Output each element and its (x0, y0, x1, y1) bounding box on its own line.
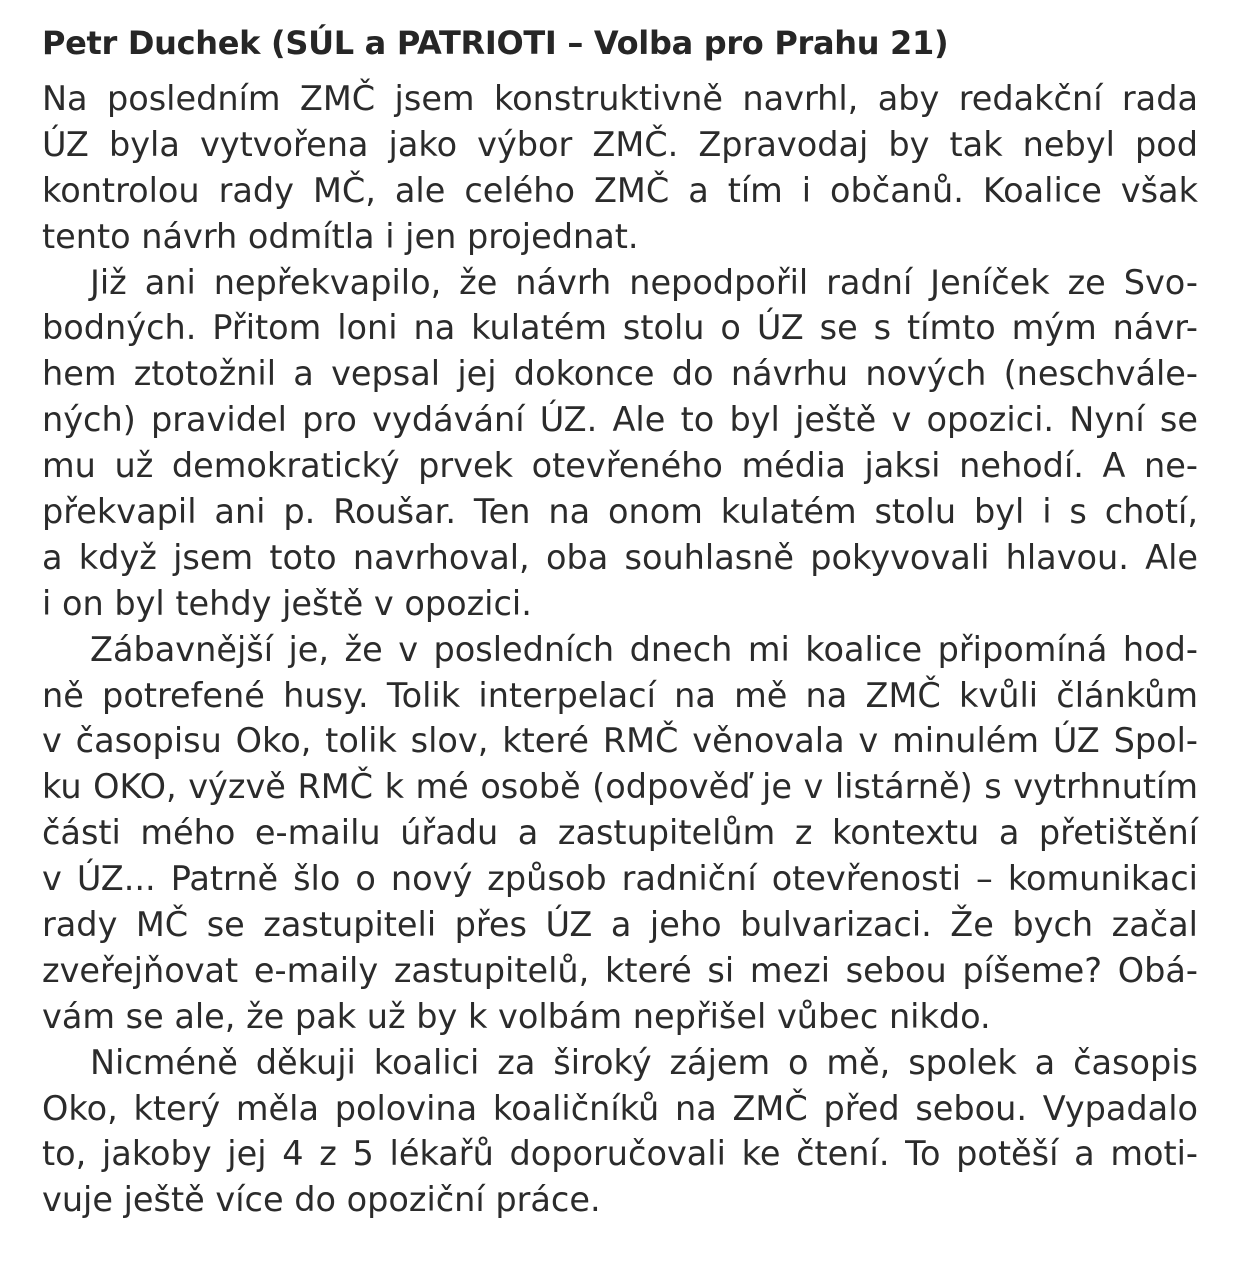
text-line: ně potrefené husy. Tolik interpelací na mě na ZMČ kvůli článkům (42, 675, 1198, 715)
text-line: to, jakoby jej 4 z 5 lékařů doporučovali ke čtení. To potěší a moti- (42, 1134, 1198, 1174)
article-title: Petr Duchek (SÚL a PATRIOTI – Volba pro Prahu 21) (42, 24, 949, 62)
text-line: Nicméně děkuji koalici za široký zájem o mě, spolek a časopis (90, 1042, 1198, 1082)
text-line: ných) pravidel pro vydávání ÚZ. Ale to byl ještě v opozici. Nyní se (42, 400, 1198, 440)
paragraph (42, 627, 1198, 1040)
text-line: hem ztotožnil a vepsal jej dokonce do návrhu nových (neschvále- (42, 354, 1198, 394)
text-line: překvapil ani p. Roušar. Ten na onom kulatém stolu byl i s chotí, (42, 492, 1198, 532)
text-line: v časopisu Oko, tolik slov, které RMČ věnovala v minulém ÚZ Spol- (42, 721, 1198, 761)
text-line: kontrolou rady MČ, ale celého ZMČ a tím i občanů. Koalice však (42, 170, 1198, 210)
text-line: ÚZ byla vytvořena jako výbor ZMČ. Zpravodaj by tak nebyl pod (42, 124, 1198, 164)
text-line: Již ani nepřekvapilo, že návrh nepodpořil radní Jeníček ze Svo- (90, 262, 1198, 302)
paragraph (42, 1040, 1198, 1224)
text-line: a když jsem toto navrhoval, oba souhlasně pokyvovali hlavou. Ale (42, 537, 1198, 577)
text-line: Na posledním ZMČ jsem konstruktivně navrhl, aby redakční rada (42, 79, 1198, 118)
text-line: části mého e-mailu úřadu a zastupitelům z kontextu a přetištění (42, 813, 1198, 853)
text-line: bodných. Přitom loni na kulatém stolu o ÚZ se s tímto mým návr- (42, 308, 1198, 348)
text-line: rady MČ se zastupiteli přes ÚZ a jeho bulvarizaci. Že bych začal (42, 905, 1198, 945)
text-line: vám se ale, že pak už by k volbám nepřišel vůbec nikdo. (42, 996, 991, 1036)
text-line: Oko, který měla polovina koaličníků na ZMČ před sebou. Vypadalo (42, 1088, 1198, 1128)
text-line: mu už demokratický prvek otevřeného média jaksi nehodí. A ne- (42, 446, 1198, 486)
article (42, 20, 1198, 1223)
paragraph (42, 76, 1198, 260)
text-line: v ÚZ... Patrně šlo o nový způsob radniční otevřenosti – komunikaci (42, 859, 1198, 899)
paragraph (42, 260, 1198, 627)
text-line: tento návrh odmítla i jen projednat. (42, 216, 639, 256)
text-line: ku OKO, výzvě RMČ k mé osobě (odpověď je v listárně) s vytrhnutím (42, 767, 1198, 807)
text-line: Zábavnější je, že v posledních dnech mi koalice připomíná hod- (90, 629, 1198, 669)
text-line: zveřejňovat e-maily zastupitelů, které si mezi sebou píšeme? Obá- (42, 950, 1198, 990)
text-line: vuje ještě více do opoziční práce. (42, 1180, 601, 1220)
text-line: i on byl tehdy ještě v opozici. (42, 583, 532, 623)
